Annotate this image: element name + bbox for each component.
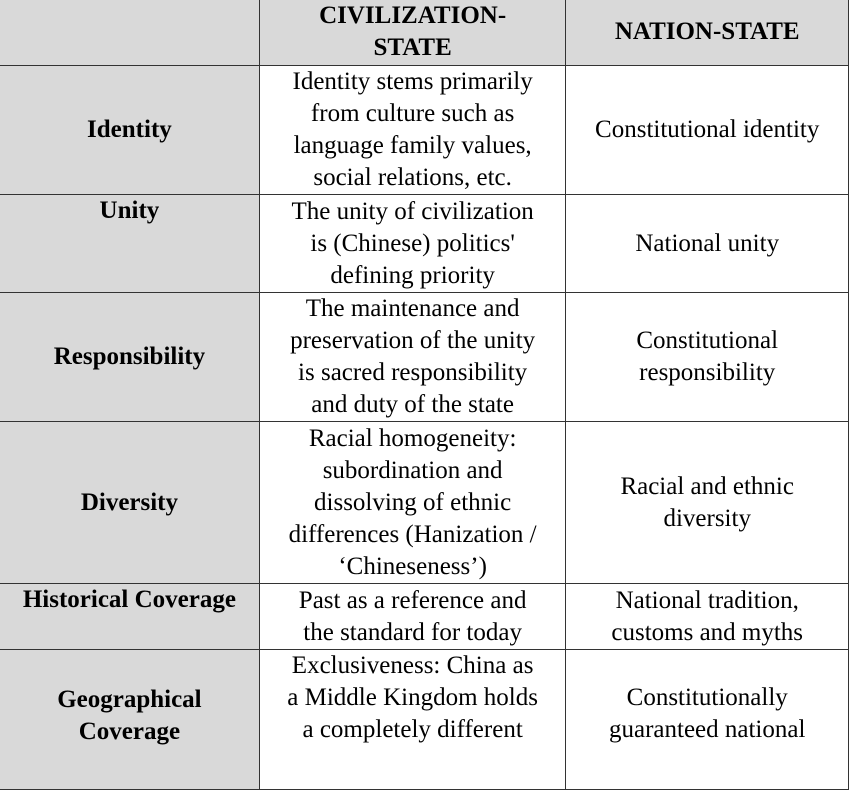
nation-cell: Constitutionally guaranteed national: [566, 650, 849, 790]
header-nation-state: NATION-STATE: [566, 0, 849, 66]
row-label-geographical-coverage: Geographical Coverage: [0, 650, 259, 790]
table-row: [0, 422, 849, 584]
civilization-cell: Racial homogeneity: subordination and dissolving of ethnic differences (Hanization / ‘Chineseness’): [259, 422, 566, 584]
table-row: [0, 650, 849, 790]
row-label-historical-coverage: Historical Coverage: [0, 584, 259, 650]
nation-cell: National unity: [566, 195, 849, 293]
nation-cell: National tradition, customs and myths: [566, 584, 849, 650]
header-civilization-state: CIVILIZATION- STATE: [259, 0, 566, 66]
table-row: [0, 293, 849, 422]
table-row: [0, 584, 849, 650]
civilization-cell: Identity stems primarily from culture such as language family values, social relations, etc.: [259, 66, 566, 195]
civilization-cell: The maintenance and preservation of the unity is sacred responsibility and duty of the state: [259, 293, 566, 422]
corner-cell: [0, 0, 259, 66]
row-label-unity: Unity: [0, 195, 259, 293]
nation-cell: Constitutional responsibility: [566, 293, 849, 422]
row-label-responsibility: Responsibility: [0, 293, 259, 422]
row-label-identity: Identity: [0, 66, 259, 195]
table-row: [0, 66, 849, 195]
civilization-cell: Past as a reference and the standard for today: [259, 584, 566, 650]
civilization-cell: The unity of civilization is (Chinese) politics' defining priority: [259, 195, 566, 293]
row-label-diversity: Diversity: [0, 422, 259, 584]
header-row: [0, 0, 849, 66]
nation-cell: Racial and ethnic diversity: [566, 422, 849, 584]
civilization-cell: Exclusiveness: China as a Middle Kingdom holds a completely different: [259, 650, 566, 790]
nation-cell: Constitutional identity: [566, 66, 849, 195]
table-row: [0, 195, 849, 293]
